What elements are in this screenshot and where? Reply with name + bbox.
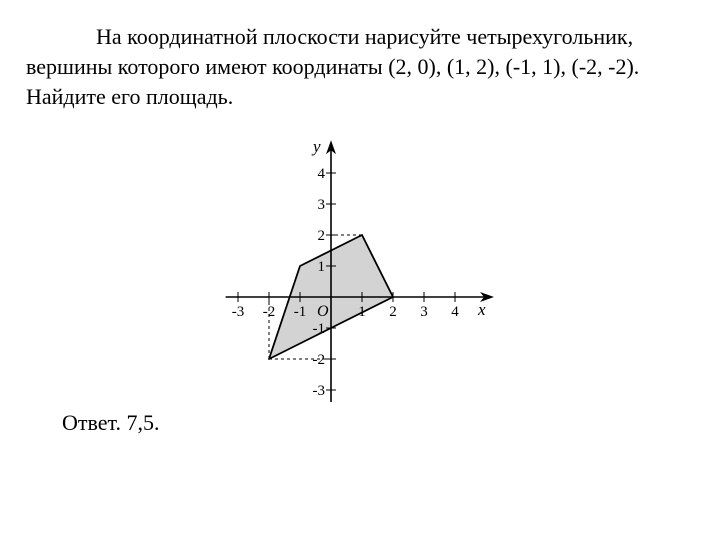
coordinate-plane [215, 140, 505, 407]
y-tick-label: -3 [312, 383, 325, 399]
problem-statement [26, 22, 702, 112]
origin-label: O [317, 303, 329, 320]
x-tick-label: 4 [451, 304, 459, 320]
y-tick-label: 2 [317, 228, 325, 244]
x-tick-label: -1 [293, 304, 307, 320]
x-axis-label: x [478, 300, 486, 319]
y-tick-label: -2 [312, 352, 325, 368]
problem-line-2: вершины которого имеют координаты (2, 0), (1, 2), (-1, 1), (-2, -2). [26, 54, 640, 79]
x-tick-label: 3 [420, 304, 428, 320]
x-tick-label: 1 [358, 304, 366, 320]
answer: Ответ. 7,5. [62, 410, 160, 435]
x-tick-label: -2 [262, 304, 276, 320]
y-tick-label: 1 [317, 259, 325, 275]
x-tick-label: -3 [231, 304, 245, 320]
problem-line-1: На координатной плоскости нарисуйте четырехугольник, [96, 24, 634, 49]
y-tick-label: -1 [312, 321, 325, 337]
problem-line-3: Найдите его площадь. [26, 84, 234, 109]
y-tick-label: 3 [317, 197, 325, 213]
coordinate-plane-svg [215, 140, 505, 402]
y-axis-label: y [313, 140, 321, 157]
x-tick-label: 2 [389, 304, 397, 320]
y-tick-label: 4 [317, 166, 325, 182]
